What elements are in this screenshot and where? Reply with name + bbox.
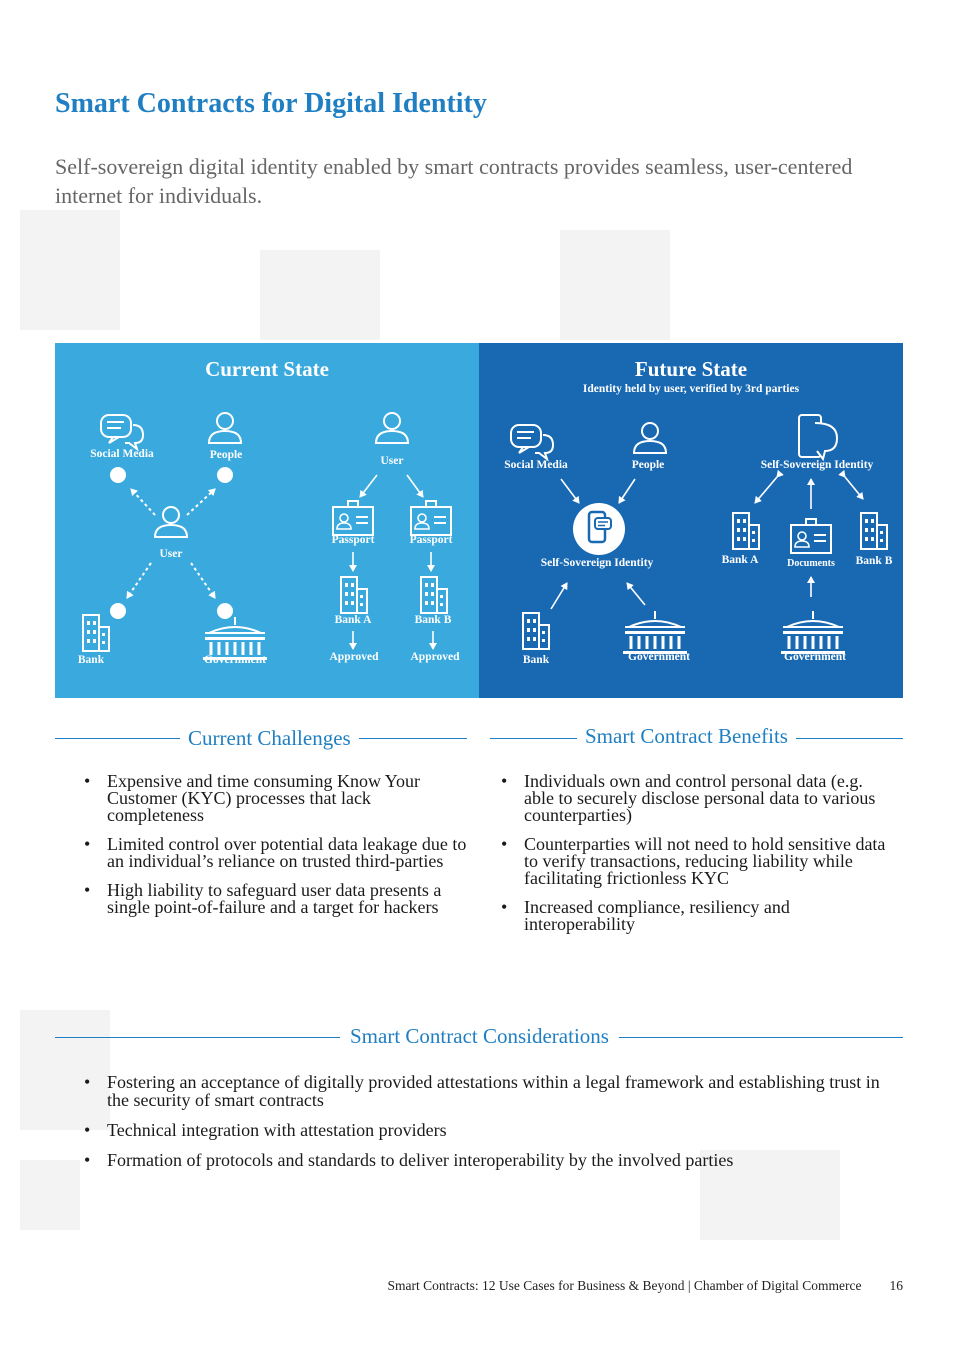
bank-b-label: Bank B [855,555,893,567]
ssi-device-icon [799,415,837,459]
future-state-title: Future State [634,357,748,381]
list-item: • Limited control over potential data leakage due to an individual’s reliance on trusted third-parties [84,836,469,870]
node-dot [217,603,233,619]
node-dot [217,467,233,483]
government-label: Government [204,654,266,666]
background-block [20,1160,80,1230]
user-icon [376,413,408,443]
considerations-list [84,1073,884,1181]
user-label: User [380,455,404,467]
list-item: • Fostering an acceptance of digitally provided attestations within a legal framework and establishing trust in the security of smart contracts [84,1073,884,1109]
government-icon [781,611,845,654]
identity-diagram [55,343,903,698]
documents-label: Documents [787,558,835,569]
government-label: Government [628,651,690,663]
user-label: User [159,548,183,560]
government-icon [623,611,687,654]
background-block [560,230,670,340]
node-dot [110,467,126,483]
people-label: People [631,459,665,471]
bank-label: Bank [522,654,550,666]
benefits-heading: Smart Contract Benefits [577,724,796,749]
list-item: • High liability to safeguard user data presents a single point-of-failure and a target for hackers [84,882,469,916]
social-media-label: Social Media [504,459,568,471]
challenges-list [84,773,469,928]
social-media-icon [101,415,143,449]
bank-icon [83,615,109,651]
page-number: 16 [889,1278,903,1293]
social-media-icon [511,425,553,459]
bank-b-icon [421,577,447,613]
current-state-title: Current State [205,357,329,381]
passport-icon [411,501,451,535]
considerations-heading: Smart Contract Considerations [340,1024,619,1049]
people-icon [634,423,666,453]
people-icon [209,413,241,443]
list-item: • Individuals own and control personal data (e.g. able to securely disclose personal data to various counterparties) [501,773,891,824]
bank-b-label: Bank B [414,614,452,626]
self-sovereign-identity-label: Self-Sovereign Identity [540,557,654,569]
passport-icon [333,501,373,535]
bank-icon [523,613,549,649]
future-state-subtitle: Identity held by user, verified by 3rd parties [582,383,800,395]
approved-label: Approved [410,651,460,663]
documents-icon [791,519,831,553]
social-media-label: Social Media [90,448,154,460]
bank-a-label: Bank A [721,554,759,566]
page-title: Smart Contracts for Digital Identity [55,88,487,119]
approved-label: Approved [329,651,379,663]
bank-a-icon [341,577,367,613]
list-item: • Counterparties will not need to hold sensitive data to verify transactions, reducing liability while facilitating frictionless KYC [501,836,891,887]
list-item: • Technical integration with attestation providers [84,1121,884,1139]
background-block [260,250,380,340]
diagram-graphics [55,343,903,698]
background-block [20,210,120,330]
list-item: • Expensive and time consuming Know Your Customer (KYC) processes that lack completeness [84,773,469,824]
user-icon [155,507,187,537]
passport-label: Passport [331,534,375,546]
dotted-connectors [127,489,215,598]
footer [387,1278,903,1294]
passport-label: Passport [409,534,453,546]
self-sovereign-identity-label: Self-Sovereign Identity [760,459,874,471]
challenges-heading: Current Challenges [180,726,359,751]
bank-b-icon [861,513,887,549]
government-label: Government [784,651,846,663]
bank-a-label: Bank A [334,614,372,626]
arrows [755,477,863,597]
page-subtitle: Self-sovereign digital identity enabled by smart contracts provides seamless, user-centered internet for individuals. [55,154,853,208]
bank-a-icon [733,513,759,549]
self-sovereign-identity-icon [573,503,625,555]
node-dot [110,603,126,619]
people-label: People [209,449,243,461]
list-item: • Increased compliance, resiliency and interoperability [501,899,891,933]
footer-text: Smart Contracts: 12 Use Cases for Business & Beyond | Chamber of Digital Commerce [387,1278,862,1293]
list-item: • Formation of protocols and standards to deliver interoperability by the involved parties [84,1151,884,1169]
bank-label: Bank [77,654,105,666]
benefits-list [501,773,891,945]
